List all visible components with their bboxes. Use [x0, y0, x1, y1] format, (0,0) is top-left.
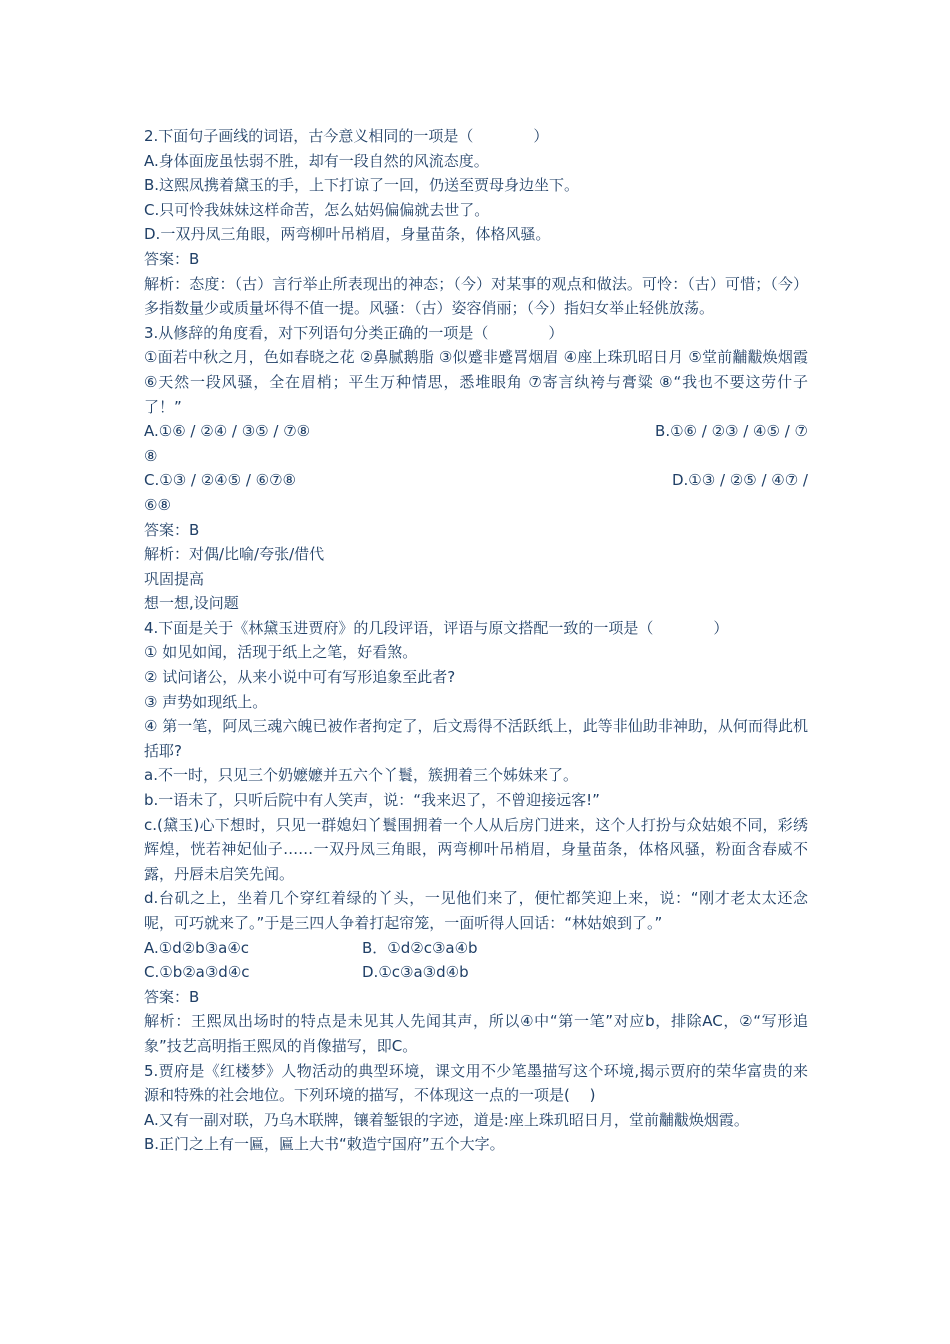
q2-stem: 2.下面句子画线的词语，古今意义相同的一项是（ ） [144, 127, 549, 145]
q4-passage-a: a.不一时，只见三个奶嬷嬷并五六个丫鬟，簇拥着三个姊妹来了。 [144, 766, 578, 785]
section-subtitle: 想一想,设问题 [144, 594, 239, 613]
q4-answer: 答案：B [144, 987, 200, 1006]
q3-option-d: D.①③ / ②⑤ / ④⑦ / [671, 471, 808, 490]
q4-passage-d: d.台矶之上，坐着几个穿红着绿的丫头，一见他们来了，便忙都笑迎上来，说：“刚才老太太还念呢，可巧就来了。”于是三四人争着打起帘笼，一面听得人回话：“林姑娘到了。” [144, 889, 808, 932]
q3-options-cd [144, 468, 808, 493]
q5-stem: 5.贾府是《红楼梦》人物活动的典型环境，课文用不少笔墨描写这个环境,揭示贾府的荣华富贵的来源和特殊的社会地位。下列环境的描写，不体现这一点的一项是( ) [144, 1061, 808, 1105]
q3-answer: 答案：B [144, 520, 200, 539]
q4-comment-3: ③ 声势如现纸上。 [144, 692, 268, 711]
q4-options-cd [144, 960, 808, 985]
q4-option-b: B．①d②c③a④b [362, 938, 478, 957]
document-page [144, 124, 808, 1157]
q4-option-a: A.①d②b③a④c [144, 938, 250, 957]
q4-option-d: D.①c③a③d④b [362, 963, 469, 982]
q2-option-c: C.只可怜我妹妹这样命苦，怎么姑妈偏偏就去世了。 [144, 200, 490, 219]
section-title: 巩固提高 [144, 569, 205, 588]
q3-options-ab [144, 419, 808, 444]
q3-stem: 3.从修辞的角度看，对下列语句分类正确的一项是（ ） [144, 323, 564, 342]
q4-comment-2: ② 试问诸公，从来小说中可有写形追象至此者? [144, 668, 456, 687]
q4-analysis: 解析：王熙凤出场时的特点是未见其人先闻其声，所以④中“第一笔”对应b，排除AC，②“写形追象”技艺高明指王熙凤的肖像描写，即C。 [144, 1012, 808, 1055]
q4-options-ab [144, 936, 808, 961]
q2-option-d: D.一双丹凤三角眼，两弯柳叶吊梢眉，身量苗条，体格风骚。 [144, 225, 551, 244]
q3-option-c: C.①③ / ②④⑤ / ⑥⑦⑧ [144, 471, 296, 490]
q4-passage-c: c.(黛玉)心下想时，只见一群媳妇丫鬟围拥着一个人从后房门进来，这个人打扮与众姑娘不同，彩绣辉煌，恍若神妃仙子……一双丹凤三角眼，两弯柳叶吊梢眉，身量苗条，体格风骚，粉面含春威不露，丹唇未启笑先闻。 [144, 815, 808, 883]
q4-stem: 4.下面是关于《林黛玉进贾府》的几段评语，评语与原文搭配一致的一项是（ ） [144, 618, 729, 637]
q5-option-b: B.正门之上有一匾，匾上大书“敕造宁国府”五个大字。 [144, 1135, 505, 1154]
q2-analysis: 解析：态度：（古）言行举止所表现出的神态；（今）对某事的观点和做法。可怜：（古）可惜；（今）多指数量少或质量坏得不值一提。风骚：（古）姿容俏丽；（今）指妇女举止轻佻放荡。 [144, 274, 808, 318]
q3-option-a: A.①⑥ / ②④ / ③⑤ / ⑦⑧ [144, 422, 311, 441]
q2-option-b: B.这熙凤携着黛玉的手，上下打谅了一回，仍送至贾母身边坐下。 [144, 176, 580, 195]
q4-passage-b: b.一语未了，只听后院中有人笑声，说：“我来迟了，不曾迎接远客!” [144, 791, 600, 810]
q3-items: ①面若中秋之月，色如春晓之花 ②鼻腻鹅脂 ③似蹙非蹙罥烟眉 ④座上珠玑昭日月 ⑤堂前黼黻焕烟霞 ⑥天然一段风骚，全在眉梢；平生万种情思，悉堆眼角 ⑦寄言纨袴与膏粱 ⑧“我也不要这劳什子了！” [144, 348, 808, 416]
q4-comment-4: ④ 第一笔，阿凤三魂六魄已被作者拘定了，后文焉得不活跃纸上，此等非仙助非神助，从何而得此机括耶? [144, 717, 808, 760]
q3-analysis: 解析：对偶/比喻/夸张/借代 [144, 545, 325, 564]
q3-option-b: B.①⑥ / ②③ / ④⑤ / ⑦ [655, 422, 808, 441]
q4-option-c: C.①b②a③d④c [144, 963, 250, 982]
q5-option-a: A.又有一副对联，乃乌木联牌，镶着錾银的字迹，道是:座上珠玑昭日月，堂前黼黻焕烟霞。 [144, 1110, 749, 1129]
q3-option-b-cont: ⑧ [144, 446, 158, 465]
q3-option-d-cont: ⑥⑧ [144, 495, 171, 514]
q4-comment-1: ① 如见如闻，活现于纸上之笔，好看煞。 [144, 643, 418, 662]
q2-option-a: A.身体面庞虽怯弱不胜，却有一段自然的风流态度。 [144, 151, 489, 170]
q2-answer: 答案：B [144, 249, 200, 268]
